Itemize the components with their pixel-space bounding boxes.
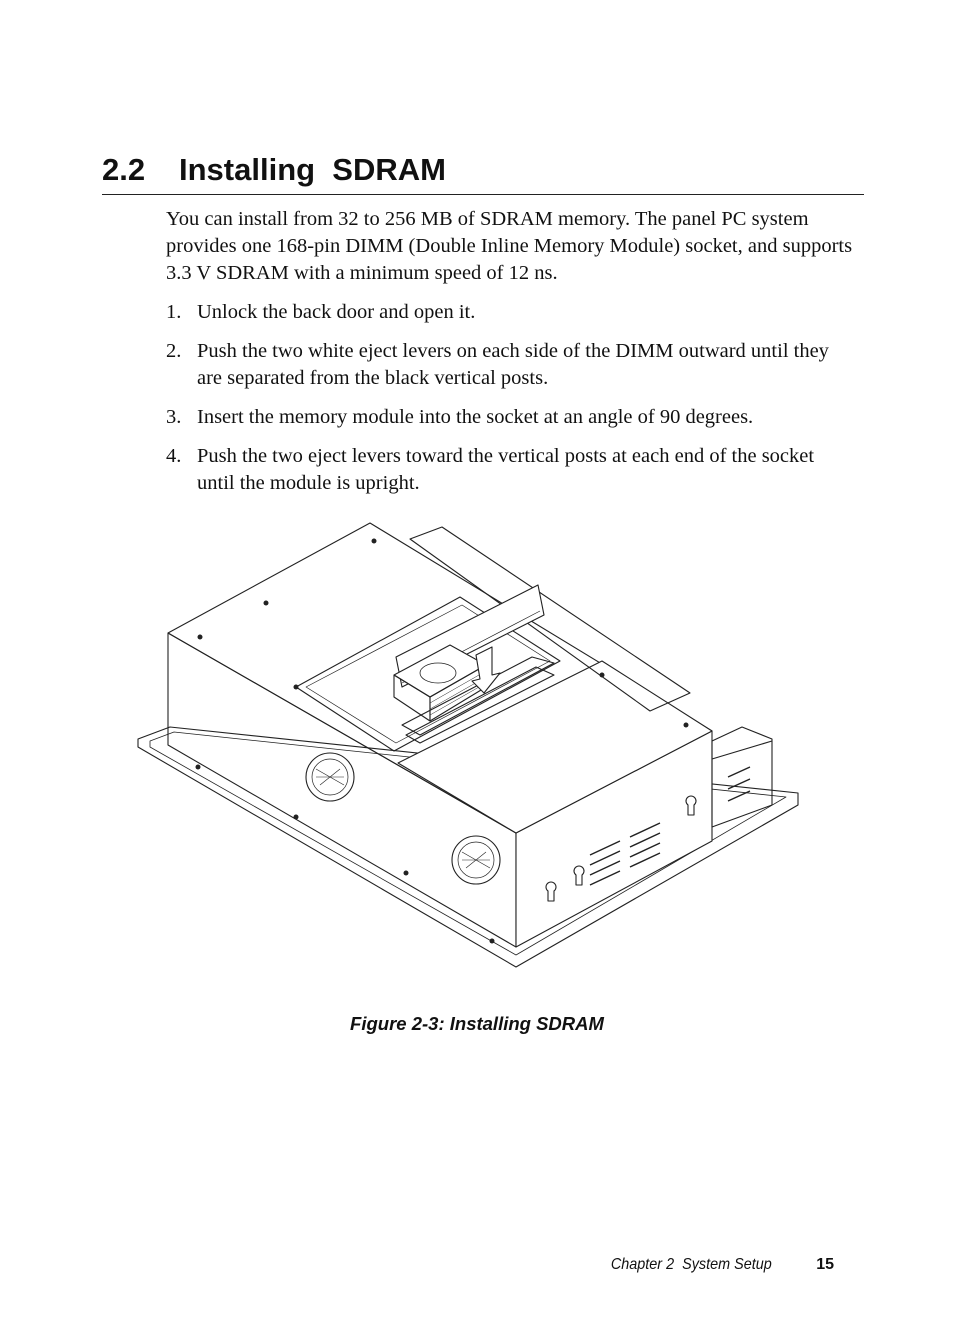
sdram-installation-figure xyxy=(130,515,810,975)
step-item xyxy=(166,443,856,497)
step-number: 1. xyxy=(166,301,182,323)
page-number: 15 xyxy=(816,1256,834,1273)
step-text: Unlock the back door and open it. xyxy=(197,301,476,323)
step-item xyxy=(166,404,856,431)
step-number: 4. xyxy=(166,445,182,467)
step-text: Push the two eject levers toward the vertical posts at each end of the socket until the module is upright. xyxy=(197,445,815,494)
step-number: 2. xyxy=(166,340,182,362)
step-text: Insert the memory module into the socket at an angle of 90 degrees. xyxy=(197,406,754,428)
step-number: 3. xyxy=(166,406,182,428)
chapter-label: Chapter 2 System Setup xyxy=(611,1256,773,1273)
steps-list xyxy=(166,299,856,509)
step-text: Push the two white eject levers on each side of the DIMM outward until they are separated from the black vertical posts. xyxy=(197,340,829,389)
section-number: 2.2 xyxy=(102,152,146,187)
step-item xyxy=(166,299,856,326)
page-footer xyxy=(560,1256,834,1274)
section-heading xyxy=(102,150,864,195)
panel-pc-line-drawing xyxy=(130,515,810,975)
figure-caption: Figure 2-3: Installing SDRAM xyxy=(350,1013,604,1034)
intro-paragraph: You can install from 32 to 256 MB of SDRAM memory. The panel PC system provides one 168-pin DIMM (Double Inline Memory Module) socket, and supports 3.3 V SDRAM with a minimum speed of 12 ns. xyxy=(166,208,853,284)
section-title: Installing SDRAM xyxy=(179,152,446,187)
step-item xyxy=(166,338,856,392)
